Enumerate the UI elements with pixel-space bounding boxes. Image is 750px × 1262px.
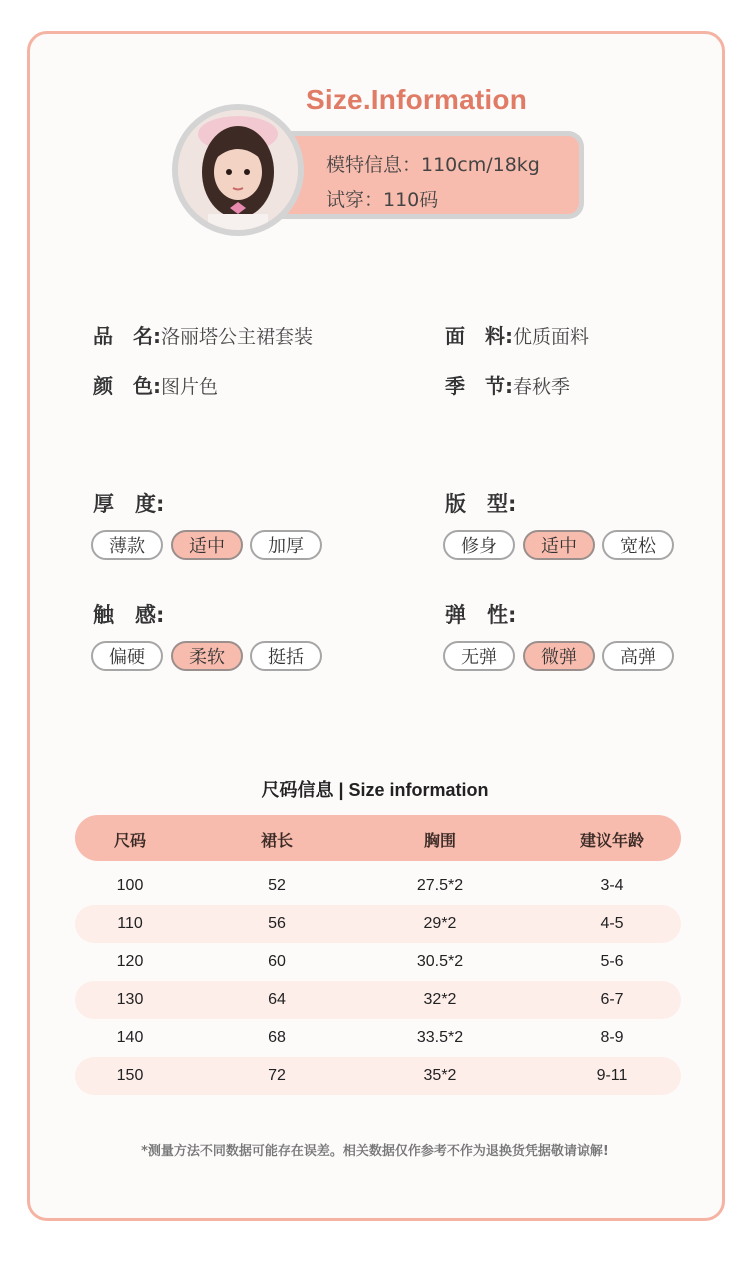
cell-bust: 33.5*2 <box>416 1029 464 1046</box>
touch-option-crisp: 挺括 <box>250 641 322 671</box>
color-row <box>93 370 218 399</box>
fit-title: 版 型: <box>445 492 517 516</box>
model-photo <box>178 110 298 230</box>
table-row <box>75 943 681 981</box>
elasticity-option-slight: 微弹 <box>523 641 595 671</box>
touch-option-soft: 柔软 <box>171 641 243 671</box>
thickness-option-medium: 适中 <box>171 530 243 560</box>
cell-skirt-length: 52 <box>268 877 286 894</box>
cell-bust: 29*2 <box>423 915 457 932</box>
cell-age: 8-9 <box>600 1029 624 1046</box>
fabric-row <box>445 320 589 349</box>
cell-skirt-length: 68 <box>268 1029 286 1046</box>
fit-option-regular: 适中 <box>523 530 595 560</box>
season-row <box>445 370 570 399</box>
page-title: Size.Information <box>306 84 527 115</box>
header-size: 尺码 <box>113 831 146 850</box>
fabric-key: 面 料: <box>445 324 513 348</box>
thickness-option-thick: 加厚 <box>250 530 322 560</box>
model-photo-illustration <box>178 110 298 230</box>
cell-size: 120 <box>116 953 144 970</box>
try-on-size-text: 试穿：110码 <box>326 189 439 211</box>
cell-age: 5-6 <box>600 953 624 970</box>
table-row <box>75 1057 681 1095</box>
cell-bust: 35*2 <box>423 1067 457 1084</box>
cell-bust: 32*2 <box>423 991 457 1008</box>
season-key: 季 节: <box>445 374 513 398</box>
thickness-option-thin: 薄款 <box>91 530 163 560</box>
table-row <box>75 867 681 905</box>
elasticity-option-high: 高弹 <box>602 641 674 671</box>
cell-skirt-length: 56 <box>268 915 286 932</box>
touch-option-stiff: 偏硬 <box>91 641 163 671</box>
cell-size: 130 <box>116 991 144 1008</box>
header-bust: 胸围 <box>423 831 456 850</box>
cell-size: 100 <box>116 877 144 894</box>
fit-option-slim: 修身 <box>443 530 515 560</box>
header-skirt-length: 裙长 <box>260 831 293 850</box>
season-value: 春秋季 <box>513 376 571 398</box>
touch-title: 触 感: <box>93 603 165 627</box>
cell-bust: 27.5*2 <box>416 877 464 894</box>
cell-age: 4-5 <box>600 915 624 932</box>
fit-option-loose: 宽松 <box>602 530 674 560</box>
cell-age: 9-11 <box>596 1067 628 1084</box>
cell-bust: 30.5*2 <box>416 953 464 970</box>
cell-size: 110 <box>117 915 143 932</box>
cell-skirt-length: 64 <box>268 991 286 1008</box>
color-value: 图片色 <box>161 376 219 398</box>
table-row <box>75 905 681 943</box>
table-row <box>75 981 681 1019</box>
color-key: 颜 色: <box>93 374 161 398</box>
size-table-heading: 尺码信息 | Size information <box>261 780 489 800</box>
thickness-title: 厚 度: <box>93 492 165 516</box>
table-row <box>75 1019 681 1057</box>
cell-skirt-length: 60 <box>268 953 286 970</box>
model-info-text: 模特信息：110cm/18kg <box>326 154 540 176</box>
elasticity-option-none: 无弹 <box>443 641 515 671</box>
model-avatar <box>172 104 304 236</box>
cell-size: 150 <box>116 1067 144 1084</box>
size-table-header <box>75 815 681 861</box>
cell-age: 3-4 <box>600 877 624 894</box>
header-suggested-age: 建议年龄 <box>579 831 644 850</box>
cell-age: 6-7 <box>600 991 624 1008</box>
cell-size: 140 <box>116 1029 144 1046</box>
product-name-row <box>93 320 313 349</box>
elasticity-title: 弹 性: <box>445 603 517 627</box>
product-name-value: 洛丽塔公主裙套装 <box>161 326 314 348</box>
product-name-key: 品 名: <box>93 324 161 348</box>
disclaimer-footnote: *测量方法不同数据可能存在误差。相关数据仅作参考不作为退换货凭据敬请谅解! <box>141 1144 609 1159</box>
cell-skirt-length: 72 <box>268 1067 286 1084</box>
fabric-value: 优质面料 <box>513 326 590 348</box>
